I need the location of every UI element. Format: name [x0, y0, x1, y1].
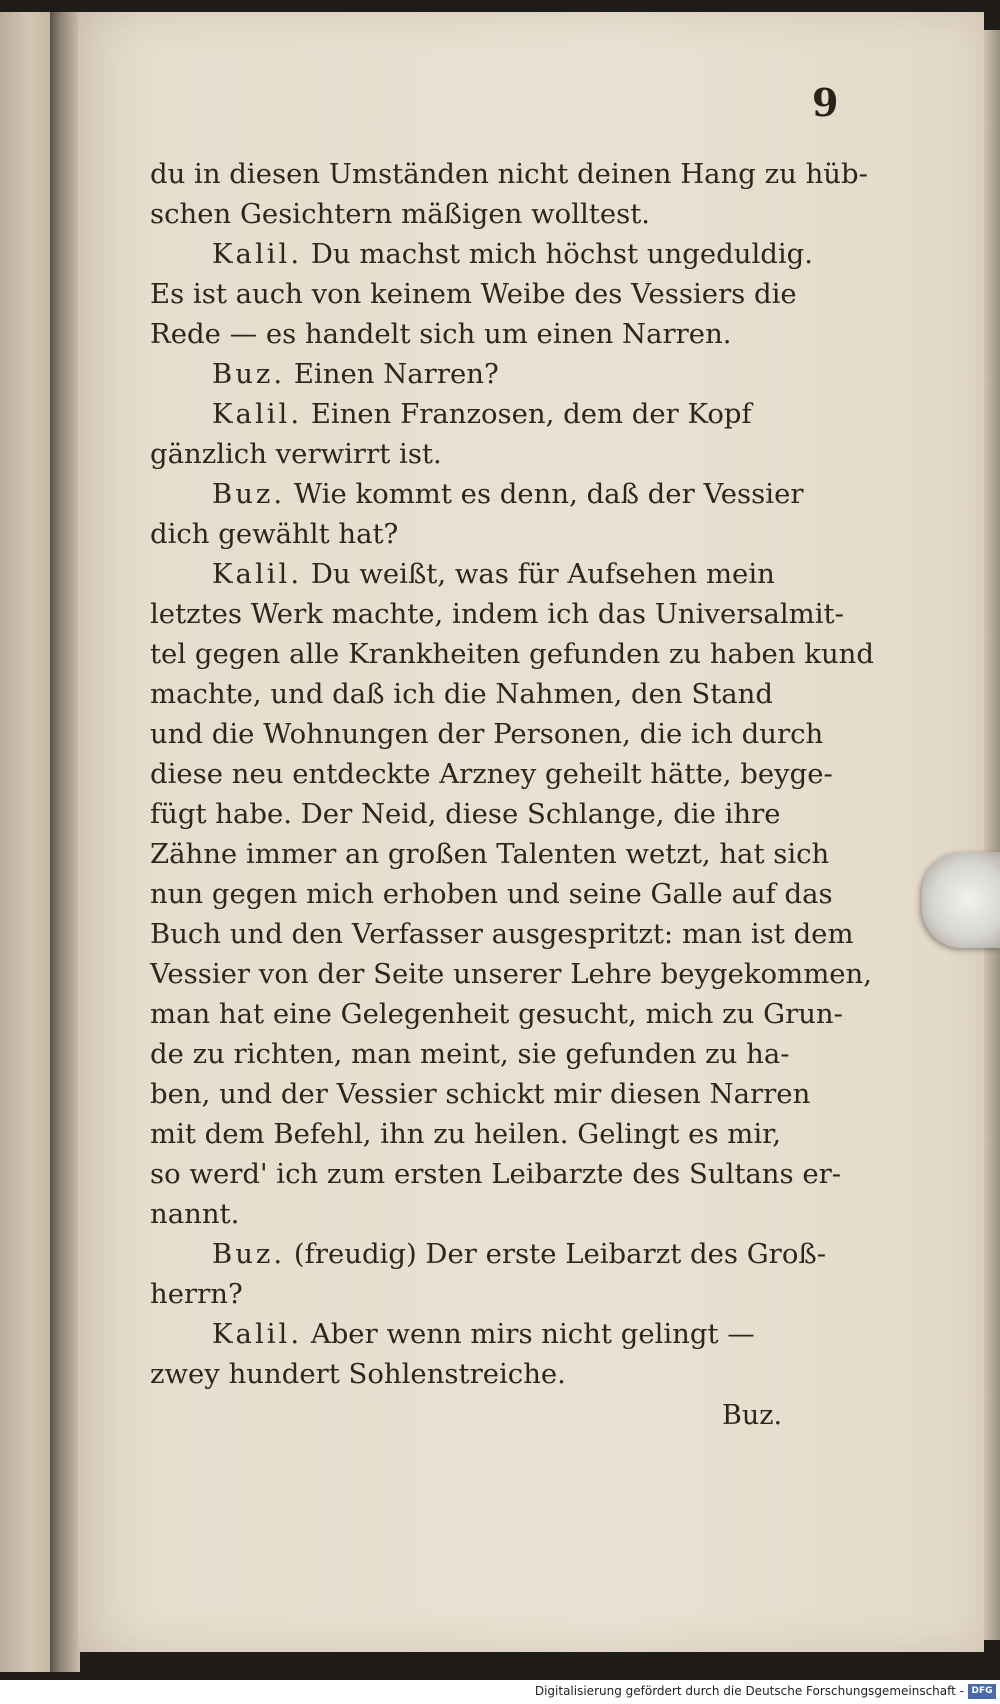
line-text: gänzlich verwirrt ist. [150, 438, 442, 470]
text-line [150, 1194, 840, 1234]
text-line [150, 1274, 840, 1314]
line-text: Vessier von der Seite unserer Lehre beygekommen, [150, 958, 872, 990]
line-text: Rede — es handelt sich um einen Narren. [150, 318, 732, 350]
speaker-name: Buz. [212, 478, 286, 510]
line-text: Wie kommt es denn, daß der Vessier [293, 478, 804, 510]
text-line [150, 554, 840, 594]
speaker-name: Kalil. [212, 238, 303, 270]
book-spine-shadow [50, 12, 80, 1672]
catchword: Buz. [722, 1400, 783, 1431]
line-text: und die Wohnungen der Personen, die ich durch [150, 718, 824, 750]
line-text: Es ist auch von keinem Weibe des Vessiers die [150, 278, 797, 310]
line-text: nannt. [150, 1198, 240, 1230]
text-line [150, 754, 840, 794]
text-line [150, 354, 840, 394]
text-line [150, 714, 840, 754]
text-line [150, 834, 840, 874]
footer-bar [0, 1680, 1000, 1704]
text-line [150, 194, 840, 234]
text-line [150, 594, 844, 634]
line-text: man hat eine Gelegenheit gesucht, mich zu Grun- [150, 998, 843, 1030]
funding-credit: Digitalisierung gefördert durch die Deutsche Forschungsgemeinschaft - [534, 1684, 964, 1698]
left-page-edge [0, 12, 50, 1672]
text-line [150, 674, 840, 714]
text-line [150, 314, 840, 354]
line-text: Du weißt, was für Aufsehen mein [310, 558, 775, 590]
line-text: Einen Narren? [293, 358, 499, 390]
text-line [150, 794, 840, 834]
text-line [150, 1074, 840, 1114]
speaker-name: Buz. [212, 1238, 286, 1270]
text-line [150, 154, 868, 194]
text-line [150, 634, 874, 674]
line-text: du in diesen Umständen nicht deinen Hang zu hüb- [150, 158, 868, 190]
text-line [150, 474, 840, 514]
speaker-name: Kalil. [212, 1318, 303, 1350]
text-line [150, 1154, 840, 1194]
line-text: (freudig) Der erste Leibarzt des Groß- [293, 1238, 827, 1270]
line-text: zwey hundert Sohlenstreiche. [150, 1358, 566, 1390]
text-line [150, 514, 840, 554]
line-text: diese neu entdeckte Arzney geheilt hätte, beyge- [150, 758, 833, 790]
line-text: Buch und den Verfasser ausgespritzt: man ist dem [150, 918, 854, 950]
line-text: machte, und daß ich die Nahmen, den Stand [150, 678, 773, 710]
line-text: ben, und der Vessier schickt mir diesen Narren [150, 1078, 811, 1110]
dfg-logo: DFG [968, 1684, 996, 1699]
line-text: dich gewählt hat? [150, 518, 399, 550]
text-line [150, 914, 854, 954]
line-text: nun gegen mich erhoben und seine Galle auf das [150, 878, 833, 910]
text-line [150, 994, 843, 1034]
page-clip [922, 852, 1000, 948]
right-page-edge [984, 30, 1000, 1640]
line-text: schen Gesichtern mäßigen wolltest. [150, 198, 651, 230]
line-text: tel gegen alle Krankheiten gefunden zu haben kund [150, 638, 874, 670]
text-line [150, 954, 872, 994]
page-number: 9 [812, 80, 839, 125]
line-text: Aber wenn mirs nicht gelingt — [310, 1318, 755, 1350]
text-line [150, 234, 840, 274]
page-text [150, 154, 874, 1394]
line-text: so werd' ich zum ersten Leibarzte des Sultans er- [150, 1158, 842, 1190]
text-line [150, 874, 840, 914]
line-text: herrn? [150, 1278, 243, 1310]
line-text: letztes Werk machte, indem ich das Universalmit- [150, 598, 844, 630]
text-line [150, 274, 840, 314]
text-line [150, 394, 840, 434]
line-text: Du machst mich höchst ungeduldig. [310, 238, 813, 270]
text-line [150, 434, 840, 474]
line-text: Einen Franzosen, dem der Kopf [310, 398, 752, 430]
line-text: Zähne immer an großen Talenten wetzt, hat sich [150, 838, 830, 870]
text-line [150, 1234, 840, 1274]
text-line [150, 1114, 840, 1154]
line-text: de zu richten, man meint, sie gefunden zu ha- [150, 1038, 790, 1070]
line-text: fügt habe. Der Neid, diese Schlange, die ihre [150, 798, 781, 830]
speaker-name: Kalil. [212, 398, 303, 430]
text-line [150, 1354, 840, 1394]
line-text: mit dem Befehl, ihn zu heilen. Gelingt es mir, [150, 1118, 782, 1150]
text-line [150, 1034, 840, 1074]
text-line [150, 1314, 840, 1354]
speaker-name: Kalil. [212, 558, 303, 590]
speaker-name: Buz. [212, 358, 286, 390]
